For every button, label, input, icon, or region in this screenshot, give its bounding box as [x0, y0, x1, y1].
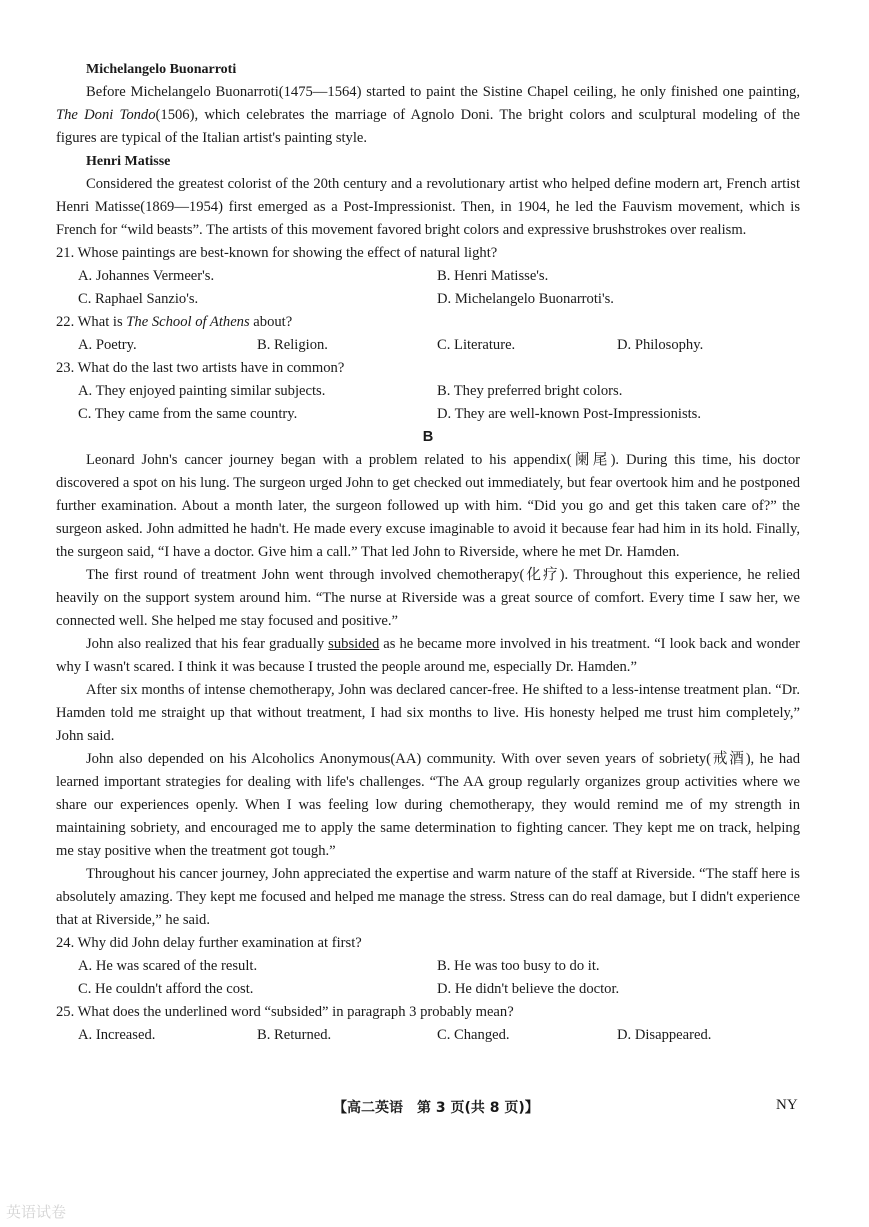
watermark: 英语试卷: [6, 1203, 67, 1221]
option-a[interactable]: A. Poetry.: [78, 337, 137, 353]
option-b[interactable]: B. He was too busy to do it.: [437, 958, 600, 974]
question-24: 24. Why did John delay further examination at first?: [56, 935, 362, 951]
artwork-title: The Doni Tondo: [56, 107, 156, 123]
option-c[interactable]: C. Literature.: [437, 337, 516, 353]
question-23: 23. What do the last two artists have in common?: [56, 360, 345, 376]
option-d[interactable]: D. Philosophy.: [617, 337, 704, 353]
option-b[interactable]: B. Religion.: [257, 337, 328, 353]
option-d[interactable]: D. Disappeared.: [617, 1027, 712, 1043]
option-d[interactable]: D. They are well-known Post-Impressionists.: [437, 406, 702, 422]
option-d[interactable]: D. He didn't believe the doctor.: [437, 981, 620, 997]
artist-heading-michelangelo: Michelangelo Buonarroti: [86, 62, 237, 77]
option-a[interactable]: A. Increased.: [78, 1027, 156, 1043]
section-b-label: B: [422, 429, 434, 445]
artist-paragraph-matisse: Considered the greatest colorist of the 20th century and a revolutionary artist who helped define modern art, French artist Henri Matisse(1869—1954) first emerged as a Post-Impressionist. Then, in 1904, he led the Fauvism movement, which is French for “wild beasts”. The artists of this movement favored bright colors and expressive brushstrokes over realism.: [56, 176, 800, 238]
option-c[interactable]: C. They came from the same country.: [78, 406, 298, 422]
exam-code: NY: [776, 1097, 798, 1113]
question-22: 22. What is The School of Athens about?: [56, 314, 293, 330]
page-number-label: 【高二英语 第 3 页(共 8 页)】: [333, 1100, 539, 1116]
passage-b-paragraph-4: After six months of intense chemotherapy, John was declared cancer-free. He shifted to a less-intense treatment plan. “Dr. Hamden told me straight up that without treatment, I had six months to live. His honesty helped me trust him completely,” John said.: [56, 682, 800, 744]
option-b[interactable]: B. Henri Matisse's.: [437, 268, 549, 284]
question-24-options: [56, 955, 800, 1001]
passage-b-paragraph-6: Throughout his cancer journey, John appreciated the expertise and warm nature of the staff at Riverside. “The staff here is absolutely amazing. They kept me focused and helped me manage the stress. Stress can do real damage, but I didn't experience that at Riverside,” he said.: [56, 866, 800, 928]
exam-page: [56, 58, 800, 1047]
option-b[interactable]: B. They preferred bright colors.: [437, 383, 623, 399]
passage-b-paragraph-3: John also realized that his fear gradually subsided as he became more involved in his treatment. “I look back and wonder why I wasn't scared. I think it was because I trusted the people around me, especially Dr. Hamden.”: [56, 636, 800, 675]
option-a[interactable]: A. Johannes Vermeer's.: [78, 268, 215, 284]
option-c[interactable]: C. Changed.: [437, 1027, 510, 1043]
option-c[interactable]: C. He couldn't afford the cost.: [78, 981, 254, 997]
artist-paragraph-michelangelo: Before Michelangelo Buonarroti(1475—1564) started to paint the Sistine Chapel ceiling, he only finished one painting, The Doni Tondo(1506), which celebrates the marriage of Agnolo Doni. The bright colors and sculptural modeling of the figures are typical of the Italian artist's painting style.: [56, 84, 800, 146]
question-21: 21. Whose paintings are best-known for showing the effect of natural light?: [56, 245, 498, 261]
question-25-options: [56, 1024, 800, 1047]
page-footer: [0, 1097, 869, 1119]
option-a[interactable]: A. They enjoyed painting similar subjects.: [78, 383, 326, 399]
option-a[interactable]: A. He was scared of the result.: [78, 958, 258, 974]
question-23-options: [56, 380, 800, 426]
question-21-options: [56, 265, 800, 311]
question-25: 25. What does the underlined word “subsided” in paragraph 3 probably mean?: [56, 1004, 514, 1020]
passage-b-paragraph-5: John also depended on his Alcoholics Anonymous(AA) community. With over seven years of sobriety(戒酒), he had learned important strategies for dealing with life's challenges. “The AA group regularly organizes group activities where we share our experiences openly. When I was feeling low during chemotherapy, they would remind me of my strength in maintaining sobriety, and encouraged me to apply the same determination to fighting cancer. They kept me on track, helping me stay positive when the treatment got tough.”: [56, 751, 800, 859]
passage-b-paragraph-2: The first round of treatment John went through involved chemotherapy(化疗). Throughout this experience, he relied heavily on the support system around him. “The nurse at Riverside was a great source of comfort. Every time I saw her, we connected well. She helped me stay focused and positive.”: [56, 567, 800, 629]
underlined-word: subsided: [328, 636, 380, 652]
artist-heading-matisse: Henri Matisse: [86, 154, 171, 169]
option-c[interactable]: C. Raphael Sanzio's.: [78, 291, 199, 307]
option-d[interactable]: D. Michelangelo Buonarroti's.: [437, 291, 614, 307]
option-b[interactable]: B. Returned.: [257, 1027, 332, 1043]
passage-b-paragraph-1: Leonard John's cancer journey began with a problem related to his appendix(阑尾). During this time, his doctor discovered a spot on his lung. The surgeon urged John to get checked out immediately, but fear overtook him and he postponed further examination. About a month later, the surgeon followed up with him. “Did you go and get this taken care of?” the surgeon asked. John admitted he hadn't. He made every excuse imaginable to avoid it because fear had him in its hold. Finally, the surgeon said, “I have a doctor. Give him a call.” That led John to Riverside, where he met Dr. Hamden.: [56, 452, 800, 560]
question-22-options: [56, 334, 800, 357]
